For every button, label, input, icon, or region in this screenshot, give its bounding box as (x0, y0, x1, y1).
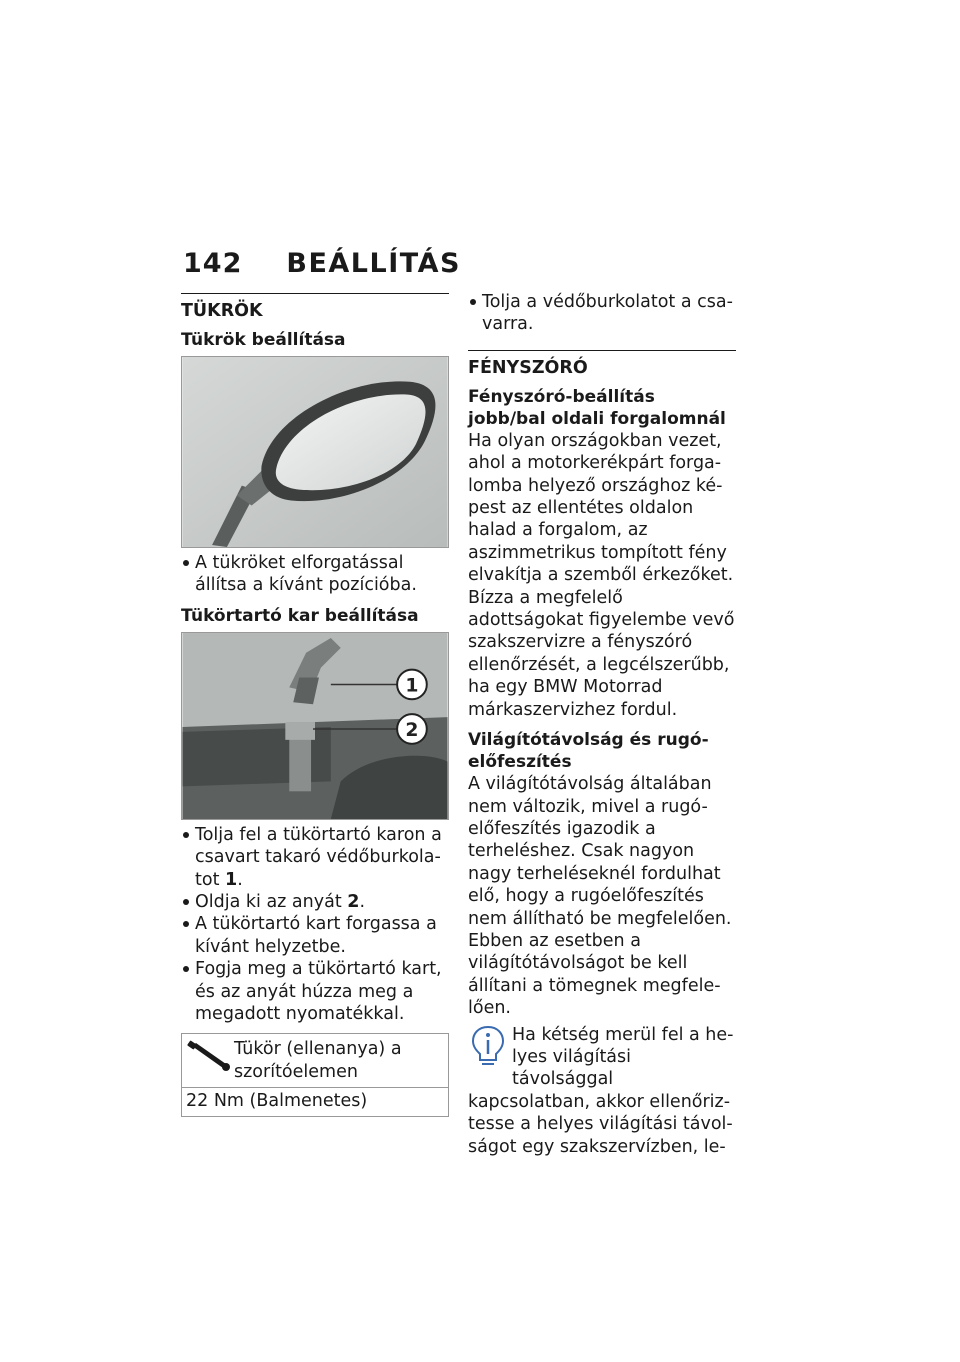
callout-label-2: 2 (405, 719, 419, 741)
torque-wrench-icon (186, 1038, 234, 1076)
page-number: 142 (183, 248, 243, 279)
bullet-item (181, 824, 449, 891)
paragraph: Ha olyan országokban vezet, ahol a motorkerékpárt forgalomba helyező országhoz képest az ellentétes oldalon halad a forgalom, az aszimmetrikus tompított fény elvakítja a szemből érkezőket. (468, 430, 734, 586)
left-column (181, 293, 449, 1117)
bullet-end: . (237, 869, 243, 890)
torque-spec-header (182, 1034, 448, 1088)
subheading-arm-adjust: Tükörtartó kar beállítása (181, 605, 419, 626)
bullet-item: Tolja a védőburkolatot a csavarra. (468, 291, 736, 336)
paragraph: Bízza a megfelelő adottságokat figyelembe vevő szakszervizre a fényszóró ellenőrzését, a legcélszerűbb, ha egy BMW Motorrad márkaszervizhez fordul. (468, 587, 735, 720)
paragraph: A világítótávolság általában nem változik, mivel a rugó-előfeszítés igazodik a terheléshez. Csak nagyon nagy terheléseknél fordulhat elő, hogy a rugóelőfeszítés nem állítható be megfelelően. Ebben az esetben a világítótávolságot be kell állítani a tömegnek megfelelően. (468, 774, 732, 1019)
callout-label-1: 1 (405, 675, 419, 697)
bullet-item: A tükröket elforgatással állítsa a kívánt pozícióba. (181, 552, 449, 597)
mirror-figure (181, 356, 449, 548)
torque-spec-box (181, 1033, 449, 1117)
chapter-title: BEÁLLÍTÁS (286, 248, 461, 279)
mirror-arm-illustration (182, 633, 448, 819)
section-heading-mirrors: TÜKRÖK (181, 293, 449, 321)
bullets-cover (468, 291, 736, 336)
bullet-item (181, 891, 449, 913)
right-column (468, 291, 736, 1158)
subheading-headlight-traffic: Fényszóró-beállítás jobb/bal oldali forgalomnál (468, 386, 726, 429)
bullet-text: Oldja ki az anyát (195, 892, 348, 913)
subheading-mirror-adjust: Tükrök beállítása (181, 330, 346, 350)
note-text-rest: kapcsolatban, akkor ellenőriztesse a helyes világítási távolságot egy szakszervízben, le- (468, 1091, 733, 1157)
page-header (183, 248, 461, 279)
ref-number: 2 (347, 892, 360, 913)
section-heading-headlight: FÉNYSZÓRÓ (468, 350, 736, 378)
bullet-text: Fogja meg a tükörtartó kart, és az anyát húzza meg a megadott nyomatékkal. (195, 959, 442, 1025)
info-icon (468, 1024, 508, 1068)
torque-label: Tükör (ellenanya) a szorítóelemen (234, 1039, 402, 1082)
mirror-illustration (182, 357, 448, 547)
bullet-item (181, 958, 449, 1025)
bullets-arm (181, 824, 449, 1026)
bullet-text: A tükörtartó kart forgassa a kívánt helyzetbe. (195, 914, 437, 957)
bullet-text: Tolja fel a tükörtartó karon a csavart takaró védőburkolatot (195, 824, 442, 890)
bullet-end: . (359, 892, 366, 913)
info-note (468, 1024, 736, 1091)
note-text-first: Ha kétség merül fel a helyes világítási távolsággal (512, 1024, 734, 1090)
bullets-mirror (181, 552, 449, 597)
torque-value: 22 Nm (Balmenetes) (186, 1091, 368, 1112)
bullet-item (181, 913, 449, 958)
mirror-arm-figure (181, 632, 449, 820)
subheading-headlight-range: Világítótávolság és rugóelőfeszítés (468, 730, 709, 773)
ref-number: 1 (225, 869, 238, 890)
